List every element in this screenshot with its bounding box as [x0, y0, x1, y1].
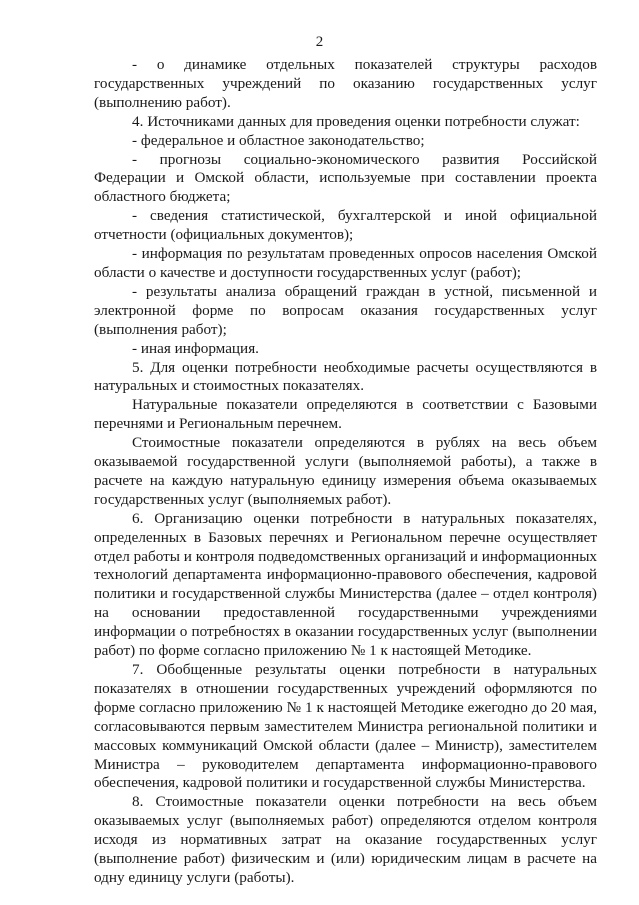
list-item-appeals: - результаты анализа обращений граждан в устной, письменной и электронной форме по вопросам оказания государственных услуг (выполнения работ);: [94, 282, 597, 338]
paragraph-dynamics: - о динамике отдельных показателей структуры расходов государственных учреждений по оказанию государственных услуг (выполнению работ).: [94, 56, 597, 111]
list-item-surveys: - информация по результатам проведенных опросов населения Омской области о качестве и доступности государственных услуг (работ);: [94, 245, 597, 281]
paragraph-item-7: 7. Обобщенные результаты оценки потребности в натуральных показателях в отношении государственных учреждений оформляются по форме согласно приложению № 1 к настоящей Методике ежегодно до 20 мая, согласовываются первым заместителем Министра региональной политики и массовых коммуникаций Омской области (далее – Министр), заместителем Министра – руководителем департамента информационно-правового обеспечения, кадровой политики и государственной службы Министерства.: [94, 661, 597, 792]
document-body: [94, 56, 597, 888]
list-item-legislation: - федеральное и областное законодательство;: [132, 131, 425, 149]
list-item-other: - иная информация.: [132, 339, 259, 357]
paragraph-item-4: 4. Источниками данных для проведения оценки потребности служат:: [132, 112, 580, 130]
page-number: 2: [315, 34, 324, 50]
paragraph-natural-indicators: Натуральные показатели определяются в соответствии с Базовыми перечнями и Региональным перечнем.: [94, 396, 597, 433]
list-item-statistics: - сведения статистической, бухгалтерской и иной официальной отчетности (официальных документов);: [94, 207, 597, 244]
list-item-forecasts: - прогнозы социально-экономического развития Российской Федерации и Омской области, используемые при составлении проекта областного бюджета;: [94, 150, 597, 206]
paragraph-item-8: 8. Стоимостные показатели оценки потребности на весь объем оказываемых услуг (выполняемых работ) определяются отделом контроля исходя из нормативных затрат на оказание государственных услуг (выполнение работ) физическим и (или) юридическим лицам в расчете на одну единицу услуги (работы).: [94, 793, 597, 886]
paragraph-cost-indicators: Стоимостные показатели определяются в рублях на весь объем оказываемой государственной услуги (выполняемой работы), а также в расчете на каждую натуральную единицу измерения объема оказываемых государственных услуг (выполняемых работ).: [94, 434, 597, 508]
paragraph-item-5: 5. Для оценки потребности необходимые расчеты осуществляются в натуральных и стоимостных показателях.: [94, 358, 597, 395]
paragraph-item-6: 6. Организацию оценки потребности в натуральных показателях, определенных в Базовых перечнях и Региональном перечне осуществляет отдел работы и контроля подведомственных организаций и информационных технологий департамента информационно-правового обеспечения, кадровой политики и государственной службы Министерства (далее – отдел контроля) на основании предоставленной государственными учреждениями информации о потребностях в оказании государственных услуг (выполнении работ) по форме согласно приложению № 1 к настоящей Методике.: [94, 509, 597, 660]
